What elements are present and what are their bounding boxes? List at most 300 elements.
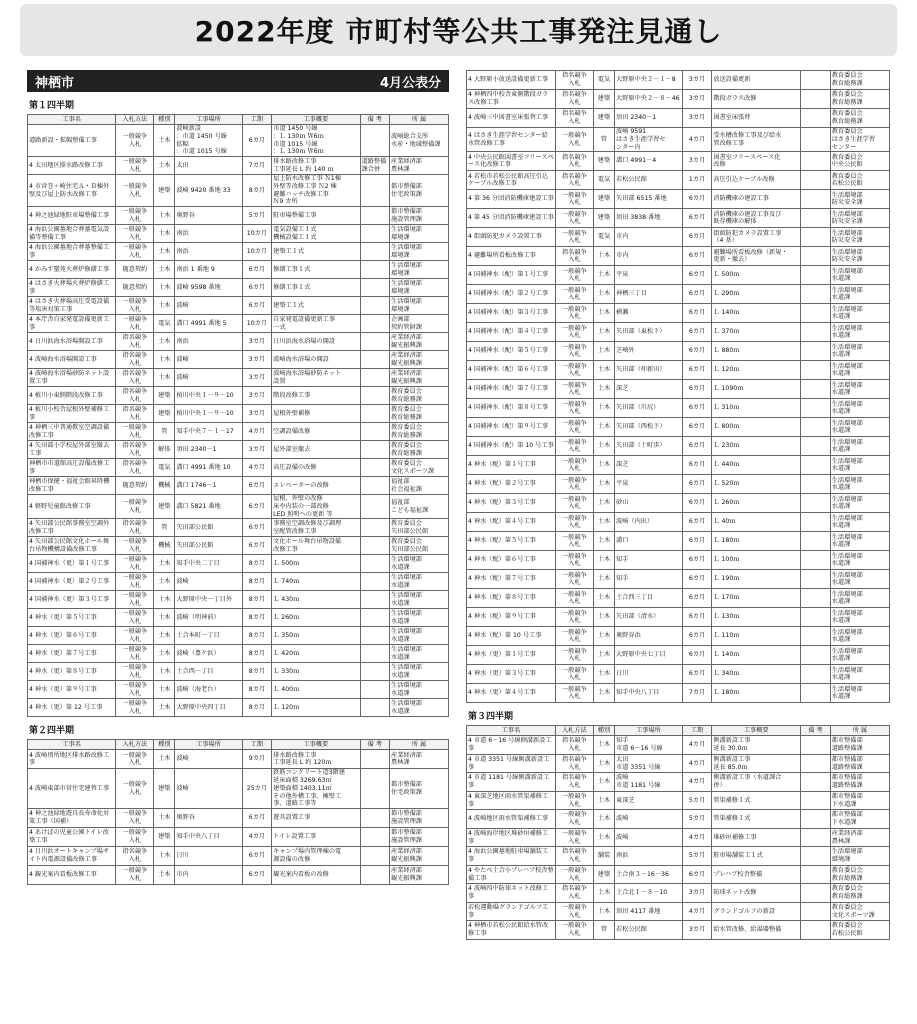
cell-work-name: 4 神水（配）第９号工事 <box>467 608 556 627</box>
cell-work-period: 8カ月 <box>242 699 271 717</box>
table-row <box>467 551 890 570</box>
cell-bid-method: 一般競争 入札 <box>555 828 593 847</box>
cell-work-name: 4 国補神水（更）第１号工事 <box>28 555 116 573</box>
cell-work-period: 5カ月 <box>242 207 271 225</box>
cell-work-type: 土木 <box>154 125 175 157</box>
cell-work-period: 6カ月 <box>242 279 271 297</box>
cell-work-name: 4 神水（更）第１号工事 <box>467 646 556 665</box>
table-row <box>28 315 449 333</box>
cell-department: 生活環境部 水道課 <box>830 323 889 342</box>
cell-work-name: 4 波崎四中防球ネット改修工事 <box>467 884 556 903</box>
cell-work-type: 土木 <box>593 589 614 608</box>
cell-bid-method: 随意契約 <box>116 279 154 297</box>
cell-work-period: 6カ月 <box>682 266 712 285</box>
cell-bid-method: 一般競争 入札 <box>555 304 593 323</box>
cell-department: 生活環境部 水道課 <box>830 399 889 418</box>
table-row <box>467 475 890 494</box>
city-header <box>27 70 449 92</box>
cell-remarks <box>801 847 831 866</box>
cell-work-location: 市内 <box>615 228 683 247</box>
cell-work-name: 4 神水（配）第２号工事 <box>467 475 556 494</box>
cell-work-period: 6カ月 <box>682 380 712 399</box>
cell-work-period: 7カ月 <box>682 684 712 703</box>
cell-work-period: 10カ月 <box>242 315 271 333</box>
cell-bid-method: 一般競争 入札 <box>116 699 154 717</box>
cell-work-summary: 側溝新設工事 延長 30.0ｍ <box>712 736 801 755</box>
cell-work-location: 東深芝 <box>615 791 683 810</box>
cell-work-summary: 消防機庫の建設工事 <box>712 190 801 209</box>
cell-work-name: 4 かみす聖苑火葬炉修繕工事 <box>28 261 116 279</box>
table-row <box>467 71 890 90</box>
cell-remarks <box>360 866 389 885</box>
table-row <box>467 902 890 921</box>
cell-work-summary: 空調設備改修 <box>272 423 360 441</box>
left-column <box>27 70 449 885</box>
cell-work-period: 9カ月 <box>242 750 271 769</box>
table-row <box>28 387 449 405</box>
cell-bid-method: 指名競争 入札 <box>555 90 593 109</box>
cell-work-location: 波崎 <box>175 769 242 809</box>
table-row <box>28 591 449 609</box>
cell-department: 教育委員会 若松公民館 <box>830 921 889 940</box>
cell-bid-method: 指名競争 入札 <box>555 71 593 90</box>
cell-work-type: 解体 <box>154 441 175 459</box>
cell-work-location: 土合南３－16－36 <box>615 865 683 884</box>
cell-remarks <box>801 304 831 323</box>
cell-work-location: 溝口 4991 番地 5 <box>175 315 242 333</box>
cell-work-type: 土木 <box>154 207 175 225</box>
cell-department: 福祉部 こども福祉課 <box>390 495 449 519</box>
table-row <box>28 681 449 699</box>
cell-work-name: 4 第 36 分団消防機庫建設工事 <box>467 190 556 209</box>
column-header-work-name: 工事名 <box>28 740 116 750</box>
cell-work-type: 建築 <box>154 405 175 423</box>
table-row <box>28 175 449 207</box>
cell-work-location: 平泉 <box>615 266 683 285</box>
cell-work-location: 須田 2340－1 <box>615 109 683 128</box>
table-row <box>28 627 449 645</box>
cell-work-period: 6カ月 <box>682 627 712 646</box>
column-header-remarks: 備 考 <box>360 115 389 125</box>
quarter-3-heading: 第３四半期 <box>468 712 514 723</box>
cell-work-summary: Ｌ 260ｍ <box>272 609 360 627</box>
cell-work-type: 建築 <box>593 109 614 128</box>
table-row <box>28 351 449 369</box>
cell-work-type: 土木 <box>593 551 614 570</box>
cell-work-period: 3カ月 <box>242 333 271 351</box>
cell-remarks <box>360 405 389 423</box>
cell-work-period: 6カ月 <box>682 304 712 323</box>
cell-bid-method: 一般競争 入札 <box>555 865 593 884</box>
cell-work-name: 4 神水（更）第７号工事 <box>28 645 116 663</box>
cell-work-period: 8カ月 <box>242 663 271 681</box>
cell-remarks <box>360 699 389 717</box>
cell-remarks <box>801 342 831 361</box>
cell-work-name: 4 神水（配）第６号工事 <box>467 551 556 570</box>
cell-remarks <box>360 125 389 157</box>
table-row <box>28 663 449 681</box>
table-row <box>28 207 449 225</box>
cell-work-period: 8カ月 <box>242 555 271 573</box>
table-row <box>467 228 890 247</box>
cell-remarks <box>360 645 389 663</box>
cell-bid-method: 一般競争 入札 <box>116 175 154 207</box>
cell-work-name: 4 植川小東側階段改修工事 <box>28 387 116 405</box>
table-row <box>467 109 890 128</box>
cell-department: 教育委員会 教育総務課 <box>830 109 889 128</box>
table-row <box>467 128 890 152</box>
cell-department: 生活環境部 水道課 <box>830 494 889 513</box>
cell-remarks <box>360 261 389 279</box>
cell-bid-method: 一般競争 入札 <box>116 609 154 627</box>
cell-work-summary: Ｌ 110ｍ <box>712 627 801 646</box>
cell-work-period: 4カ月 <box>682 128 712 152</box>
cell-work-period: 6カ月 <box>242 477 271 495</box>
table-row <box>28 125 449 157</box>
cell-work-summary: Ｌ 230ｍ <box>712 437 801 456</box>
column-header-work-period: 工期 <box>242 740 271 750</box>
cell-work-location: 大野原中央２－１－8 <box>615 71 683 90</box>
cell-work-period: 5カ月 <box>682 847 712 866</box>
table-row <box>467 627 890 646</box>
cell-work-period: 6カ月 <box>242 519 271 537</box>
cell-work-summary: Ｌ 400ｍ <box>272 681 360 699</box>
cell-work-type: 土木 <box>593 828 614 847</box>
cell-work-type: 土木 <box>154 297 175 315</box>
column-header-work-type: 種別 <box>154 115 175 125</box>
column-header-remarks: 備 考 <box>360 740 389 750</box>
cell-remarks <box>801 475 831 494</box>
cell-department: 企画部 契約管財課 <box>390 315 449 333</box>
cell-work-location: 波崎（内出） <box>615 513 683 532</box>
publication-note: 4月公表分 <box>379 75 441 91</box>
cell-work-period: 3カ月 <box>682 921 712 940</box>
cell-department: 生活環境部 水道課 <box>390 555 449 573</box>
quarter-1-heading: 第１四半期 <box>29 101 75 111</box>
cell-work-location: 矢田部（清水） <box>615 608 683 627</box>
cell-work-location: 波崎（豊ケ浜） <box>175 645 242 663</box>
cell-work-location: 大野原中央一丁目外 <box>175 591 242 609</box>
table-row <box>28 477 449 495</box>
cell-department: 生活環境部 水道課 <box>830 475 889 494</box>
cell-bid-method: 指名競争 入札 <box>555 109 593 128</box>
cell-remarks <box>801 791 831 810</box>
cell-work-name: 4 波崎海水浴場砂防ネット設置工事 <box>28 369 116 387</box>
column-header-work-location: 工事場所 <box>175 740 242 750</box>
cell-department: 産業経済部 観光振興課 <box>390 333 449 351</box>
table-row <box>467 865 890 884</box>
cell-remarks <box>801 209 831 228</box>
cell-work-name: 神栖市市道館高圧設備改修工事 <box>28 459 116 477</box>
cell-work-location: 奥野谷 <box>175 809 242 828</box>
cell-work-period: 6カ月 <box>682 513 712 532</box>
cell-bid-method: 一般競争 入札 <box>116 750 154 769</box>
table-row <box>467 828 890 847</box>
cell-work-location: 若松公民館 <box>615 171 683 190</box>
cell-remarks <box>360 609 389 627</box>
cell-work-period: 8カ月 <box>242 609 271 627</box>
cell-work-period: 3カ月 <box>682 884 712 903</box>
cell-work-name: 4 街頭防犯カメラ設置工事 <box>467 228 556 247</box>
cell-work-summary: 階段改修工事 <box>272 387 360 405</box>
table-row <box>28 279 449 297</box>
cell-work-summary: Ｌ 350ｍ <box>272 627 360 645</box>
cell-bid-method: 一般競争 入札 <box>555 342 593 361</box>
table-row <box>28 555 449 573</box>
cell-work-summary: 文化ホール舞台吊物設備 改修工事 <box>272 537 360 555</box>
table-row <box>467 190 890 209</box>
cell-work-period: 6カ月 <box>242 495 271 519</box>
cell-department: 都市整備部 道路整備課 <box>830 736 889 755</box>
cell-work-summary: キャンプ場内管理棟の電 源設備の改修 <box>272 847 360 866</box>
column-header-work-period: 工期 <box>682 726 712 736</box>
cell-department: 生活環境部 水道課 <box>830 342 889 361</box>
cell-work-location: 太田 <box>175 157 242 175</box>
table-row <box>28 573 449 591</box>
cell-work-period: 8カ月 <box>242 645 271 663</box>
cell-work-name: 4 国補神水（配）第４号工事 <box>467 323 556 342</box>
cell-work-period: 6カ月 <box>682 608 712 627</box>
cell-work-summary: Ｌ 120ｍ <box>712 361 801 380</box>
cell-work-location: 太田 市道 3351 号線 <box>615 754 683 773</box>
cell-work-type: 建築 <box>593 90 614 109</box>
cell-bid-method: 一般競争 入札 <box>116 591 154 609</box>
cell-work-type: 土木 <box>593 810 614 829</box>
cell-work-period: 8カ月 <box>242 175 271 207</box>
cell-work-name: 4 市道 3351 号線側溝新設工事 <box>467 754 556 773</box>
table-row <box>467 513 890 532</box>
cell-remarks <box>360 537 389 555</box>
cell-work-location: 深芝 <box>615 456 683 475</box>
cell-remarks <box>801 399 831 418</box>
table-row <box>467 754 890 773</box>
cell-work-summary: Ｌ 430ｍ <box>272 591 360 609</box>
cell-department: 産業経済部 農林課 <box>830 828 889 847</box>
cell-remarks <box>360 279 389 297</box>
column-header-bid-method: 入札方法 <box>116 115 154 125</box>
cell-department: 生活環境部 環境課 <box>390 243 449 261</box>
cell-remarks <box>360 828 389 847</box>
cell-department: 生活環境部 防災安全課 <box>830 209 889 228</box>
cell-department: 生活環境部 水道課 <box>830 627 889 646</box>
cell-work-type: 建築 <box>154 495 175 519</box>
cell-remarks <box>801 884 831 903</box>
cell-work-location: 砂山 <box>615 494 683 513</box>
cell-work-name: 神栖市保健・福祉会館昇降機改修工事 <box>28 477 116 495</box>
cell-work-location: 南浜 <box>175 243 242 261</box>
cell-work-name: 4 中央公民館図書室フリースペース化改修工事 <box>467 152 556 171</box>
table-row <box>467 570 890 589</box>
table-header <box>28 115 449 125</box>
cell-bid-method: 一般競争 入札 <box>116 297 154 315</box>
cell-work-location: 溝口 1746－1 <box>175 477 242 495</box>
cell-department: 教育委員会 矢田部公民館 <box>390 519 449 537</box>
cell-work-name: 4 波崎地区雨水管渠補修工事 <box>467 810 556 829</box>
cell-work-name: 4 本庁舎自家発電設備更新工事 <box>28 315 116 333</box>
cell-work-summary: Ｌ 120ｍ <box>272 699 360 717</box>
cell-work-period: 6カ月 <box>242 297 271 315</box>
cell-work-location: 南浜 <box>615 847 683 866</box>
cell-bid-method: 一般競争 入札 <box>116 645 154 663</box>
cell-work-location: 植川中央１－９－10 <box>175 387 242 405</box>
table-row <box>467 494 890 513</box>
cell-work-name: 4 神水（配）第４号工事 <box>467 513 556 532</box>
cell-remarks <box>360 519 389 537</box>
cell-work-period: 3カ月 <box>242 441 271 459</box>
cell-department: 生活環境部 水道課 <box>830 589 889 608</box>
cell-remarks <box>801 266 831 285</box>
cell-department: 教育委員会 教育総務課 <box>390 405 449 423</box>
cell-bid-method: 一般競争 入札 <box>555 627 593 646</box>
cell-department: 生活環境部 水道課 <box>830 608 889 627</box>
column-header-work-period: 工期 <box>242 115 271 125</box>
cell-work-location: 芝崎外 <box>615 342 683 361</box>
cell-work-summary: 側溝新設工事 延長 85.0ｍ <box>712 754 801 773</box>
cell-work-type: 土木 <box>154 591 175 609</box>
cell-work-period: 4カ月 <box>682 754 712 773</box>
cell-remarks <box>801 736 831 755</box>
cell-work-type: 建築 <box>593 209 614 228</box>
table-row <box>28 423 449 441</box>
cell-work-period: 1カ月 <box>682 171 712 190</box>
cell-work-type: 土木 <box>593 494 614 513</box>
cell-work-name: 4 国補神水（配）第５号工事 <box>467 342 556 361</box>
cell-bid-method: 一般競争 入札 <box>555 228 593 247</box>
cell-work-location: 日川 <box>615 665 683 684</box>
table-row <box>28 828 449 847</box>
cell-work-summary: 屋根、外壁の改修 床や内装の一部改修 LED 照明への更新 等 <box>272 495 360 519</box>
cell-work-period: 8カ月 <box>242 627 271 645</box>
cell-work-summary: Ｌ 140ｍ <box>712 304 801 323</box>
cell-department: 教育委員会 若松公民館 <box>830 171 889 190</box>
cell-work-name: 4 若松市若松公民館高圧引込ケーブル改修工事 <box>467 171 556 190</box>
cell-department: 都市整備部 下水道課 <box>830 810 889 829</box>
cell-work-name: 4 神栖四中校舎東側階段ガラス改修工事 <box>467 90 556 109</box>
cell-work-name: 4 市道 6－16 号線側溝新設工事 <box>467 736 556 755</box>
cell-department: 生活環境部 水道課 <box>830 665 889 684</box>
cell-bid-method: 一般競争 入札 <box>555 646 593 665</box>
cell-work-summary: Ｌ 880ｍ <box>712 342 801 361</box>
cell-work-type: 建築 <box>593 152 614 171</box>
cell-work-type: 土木 <box>154 627 175 645</box>
cell-work-type: 機械 <box>154 477 175 495</box>
cell-work-location: 須田 2340－1 <box>175 441 242 459</box>
cell-work-type: 土木 <box>593 570 614 589</box>
cell-work-period: 8カ月 <box>242 573 271 591</box>
cell-work-location: 溝口 4991 番地 10 <box>175 459 242 477</box>
cell-work-type: 建築 <box>154 175 175 207</box>
cell-work-name: 4 第 45 分団消防機庫建設工事 <box>467 209 556 228</box>
cell-work-summary: 修繕工事１式 <box>272 261 360 279</box>
cell-remarks <box>360 769 389 809</box>
cell-remarks <box>801 754 831 773</box>
cell-remarks <box>801 902 831 921</box>
cell-work-summary: エレベーターの改修 <box>272 477 360 495</box>
cell-work-summary: 建築工１式 <box>272 243 360 261</box>
cell-work-name: 4 神之池緑地遊具長寿命化対策工事（国補） <box>28 809 116 828</box>
cell-work-summary: 屋根外壁補修 <box>272 405 360 423</box>
cell-work-name: 4 あけぼの児童公園トイレ改築工事 <box>28 828 116 847</box>
cell-work-name: 4 はさき火葬場高圧受電設備等塩害対策工事 <box>28 297 116 315</box>
cell-work-name: 4 国補神水（配）第３号工事 <box>467 304 556 323</box>
cell-department: 生活環境部 水道課 <box>390 573 449 591</box>
cell-work-location: 知手中央７－１－17 <box>175 423 242 441</box>
cell-work-period: 6カ月 <box>682 665 712 684</box>
cell-bid-method: 一般競争 入札 <box>116 828 154 847</box>
cell-work-name: 4 植川小校舎屋根外壁補修工事 <box>28 405 116 423</box>
cell-work-period: 6カ月 <box>682 323 712 342</box>
cell-work-period: 6カ月 <box>682 361 712 380</box>
cell-remarks <box>360 297 389 315</box>
cell-remarks <box>801 380 831 399</box>
cell-work-summary: Ｌ 180ｍ <box>712 684 801 703</box>
cell-bid-method: 一般競争 入札 <box>555 532 593 551</box>
cell-work-type: 土木 <box>154 279 175 297</box>
cell-bid-method: 随意契約 <box>116 477 154 495</box>
cell-work-location: 矢田部（川尻） <box>615 399 683 418</box>
cell-work-period: 6カ月 <box>682 342 712 361</box>
cell-bid-method: 指名競争 入札 <box>555 152 593 171</box>
cell-work-period: 6カ月 <box>682 209 712 228</box>
cell-work-type: 管 <box>154 423 175 441</box>
cell-work-period: 4カ月 <box>682 773 712 792</box>
cell-bid-method: 一般競争 入札 <box>555 513 593 532</box>
cell-work-type: 電気 <box>593 71 614 90</box>
cell-work-location: 植川中央１－９－10 <box>175 405 242 423</box>
table-row <box>28 769 449 809</box>
table-row <box>28 645 449 663</box>
cell-work-name: 4 矢田部公民館文化ホール舞台吊物機構設備改修工事 <box>28 537 116 555</box>
column-header-bid-method: 入札方法 <box>555 726 593 736</box>
cell-work-location: 知手 <box>615 551 683 570</box>
cell-department: 生活環境部 水道課 <box>830 456 889 475</box>
cell-remarks <box>360 207 389 225</box>
cell-department: 生活環境部 水道課 <box>830 684 889 703</box>
cell-work-type: 土木 <box>154 555 175 573</box>
cell-work-period: 6カ月 <box>682 285 712 304</box>
cell-bid-method: 一般競争 入札 <box>555 494 593 513</box>
cell-remarks <box>360 809 389 828</box>
cell-department: 生活環境部 水道課 <box>390 681 449 699</box>
cell-department: 生活環境部 水道課 <box>830 532 889 551</box>
cell-work-location: 矢田部（西松下） <box>615 418 683 437</box>
cell-remarks <box>360 477 389 495</box>
cell-bid-method: 一般競争 入札 <box>116 681 154 699</box>
cell-work-location: 波崎 <box>175 369 242 387</box>
cell-work-summary: Ｌ 310ｍ <box>712 399 801 418</box>
cell-remarks <box>360 441 389 459</box>
cell-work-location: 奥野谷浜 <box>615 627 683 646</box>
cell-bid-method: 一般競争 入札 <box>555 902 593 921</box>
cell-department: 教育委員会 教育総務課 <box>830 71 889 90</box>
cell-work-type: 土木 <box>154 847 175 866</box>
cell-work-location: 市内 <box>175 866 242 885</box>
cell-work-name: 4 海浜公園墓地駐車場舗装工事 <box>467 847 556 866</box>
cell-work-location: 土合本町一丁目 <box>175 627 242 645</box>
cell-work-summary: 給水管改修、給湯器整備 <box>712 921 801 940</box>
cell-work-type: 建築 <box>154 828 175 847</box>
cell-work-summary: Ｌ 1090ｍ <box>712 380 801 399</box>
cell-work-summary: 観光案内看板の改修 <box>272 866 360 885</box>
cell-work-period: 25カ月 <box>242 769 271 809</box>
table-row <box>467 342 890 361</box>
cell-bid-method: 指名競争 入札 <box>116 351 154 369</box>
cell-bid-method: 一般競争 入札 <box>116 627 154 645</box>
table-row <box>467 361 890 380</box>
cell-work-period: 3カ月 <box>242 351 271 369</box>
table-row <box>467 646 890 665</box>
cell-department: 生活環境部 水道課 <box>390 609 449 627</box>
